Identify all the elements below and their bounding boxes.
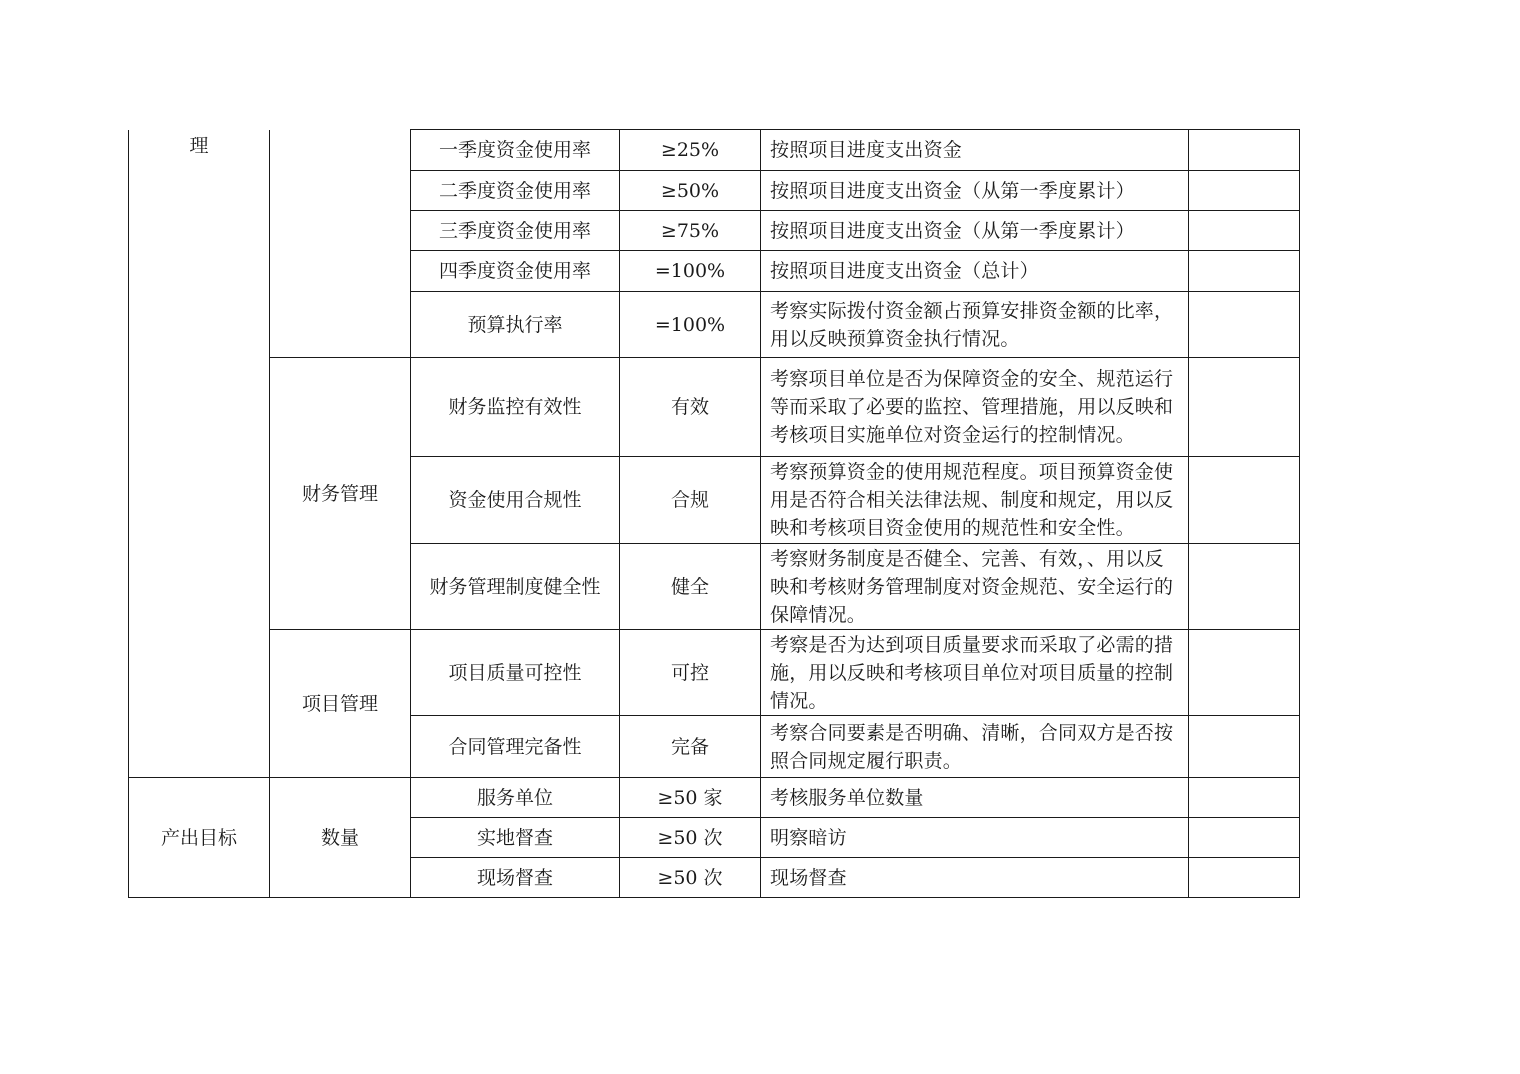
level2-cell: 数量 bbox=[270, 778, 411, 898]
description-cell: 按照项目进度支出资金（从第一季度累计） bbox=[761, 211, 1189, 251]
description-cell: 考核服务单位数量 bbox=[761, 778, 1189, 818]
description-cell: 明察暗访 bbox=[761, 818, 1189, 858]
value-cell: 健全 bbox=[620, 544, 761, 630]
performance-indicator-table bbox=[128, 129, 1300, 898]
description-cell: 考察财务制度是否健全、完善、有效，、用以反映和考核财务管理制度对资金规范、安全运行的保障情况。 bbox=[761, 544, 1189, 630]
value-cell: ≥50 次 bbox=[620, 858, 761, 898]
indicator-cell: 四季度资金使用率 bbox=[411, 251, 620, 292]
score-cell bbox=[1189, 544, 1300, 630]
indicator-cell: 实地督查 bbox=[411, 818, 620, 858]
value-cell: 可控 bbox=[620, 630, 761, 716]
description-cell: 现场督查 bbox=[761, 858, 1189, 898]
value-cell: ≥50 次 bbox=[620, 818, 761, 858]
table-row bbox=[129, 778, 1300, 818]
table-row bbox=[129, 358, 1300, 457]
description-cell: 考察合同要素是否明确、清晰，合同双方是否按照合同规定履行职责。 bbox=[761, 716, 1189, 778]
description-cell: 考察实际拨付资金额占预算安排资金额的比率，用以反映预算资金执行情况。 bbox=[761, 292, 1189, 358]
table-row bbox=[129, 130, 1300, 171]
level2-cell: 项目管理 bbox=[270, 630, 411, 778]
score-cell bbox=[1189, 171, 1300, 211]
table-row bbox=[129, 630, 1300, 716]
description-cell: 考察项目单位是否为保障资金的安全、规范运行等而采取了必要的监控、管理措施，用以反映和考核项目实施单位对资金运行的控制情况。 bbox=[761, 358, 1189, 457]
description-cell: 按照项目进度支出资金（总计） bbox=[761, 251, 1189, 292]
score-cell bbox=[1189, 818, 1300, 858]
indicator-cell: 财务监控有效性 bbox=[411, 358, 620, 457]
score-cell bbox=[1189, 292, 1300, 358]
description-cell: 考察是否为达到项目质量要求而采取了必需的措施，用以反映和考核项目单位对项目质量的控制情况。 bbox=[761, 630, 1189, 716]
description-cell: 按照项目进度支出资金（从第一季度累计） bbox=[761, 171, 1189, 211]
description-cell: 按照项目进度支出资金 bbox=[761, 130, 1189, 171]
indicator-cell: 项目质量可控性 bbox=[411, 630, 620, 716]
value-cell: ≥50% bbox=[620, 171, 761, 211]
level1-cell: 理 bbox=[129, 130, 270, 778]
value-cell: ≥50 家 bbox=[620, 778, 761, 818]
level1-cell: 产出目标 bbox=[129, 778, 270, 898]
value-cell: 合规 bbox=[620, 457, 761, 544]
score-cell bbox=[1189, 858, 1300, 898]
indicator-cell: 三季度资金使用率 bbox=[411, 211, 620, 251]
indicator-cell: 现场督查 bbox=[411, 858, 620, 898]
indicator-cell: 一季度资金使用率 bbox=[411, 130, 620, 171]
indicator-cell: 服务单位 bbox=[411, 778, 620, 818]
score-cell bbox=[1189, 251, 1300, 292]
score-cell bbox=[1189, 358, 1300, 457]
indicator-cell: 资金使用合规性 bbox=[411, 457, 620, 544]
level2-cell: 财务管理 bbox=[270, 358, 411, 630]
value-cell: =100% bbox=[620, 251, 761, 292]
value-cell: 有效 bbox=[620, 358, 761, 457]
indicator-cell: 二季度资金使用率 bbox=[411, 171, 620, 211]
score-cell bbox=[1189, 457, 1300, 544]
value-cell: ≥25% bbox=[620, 130, 761, 171]
value-cell: 完备 bbox=[620, 716, 761, 778]
indicator-cell: 预算执行率 bbox=[411, 292, 620, 358]
indicator-cell: 财务管理制度健全性 bbox=[411, 544, 620, 630]
score-cell bbox=[1189, 716, 1300, 778]
score-cell bbox=[1189, 211, 1300, 251]
description-cell: 考察预算资金的使用规范程度。项目预算资金使用是否符合相关法律法规、制度和规定，用以反映和考核项目资金使用的规范性和安全性。 bbox=[761, 457, 1189, 544]
score-cell bbox=[1189, 778, 1300, 818]
indicator-cell: 合同管理完备性 bbox=[411, 716, 620, 778]
score-cell bbox=[1189, 130, 1300, 171]
value-cell: =100% bbox=[620, 292, 761, 358]
value-cell: ≥75% bbox=[620, 211, 761, 251]
level2-cell bbox=[270, 130, 411, 358]
score-cell bbox=[1189, 630, 1300, 716]
